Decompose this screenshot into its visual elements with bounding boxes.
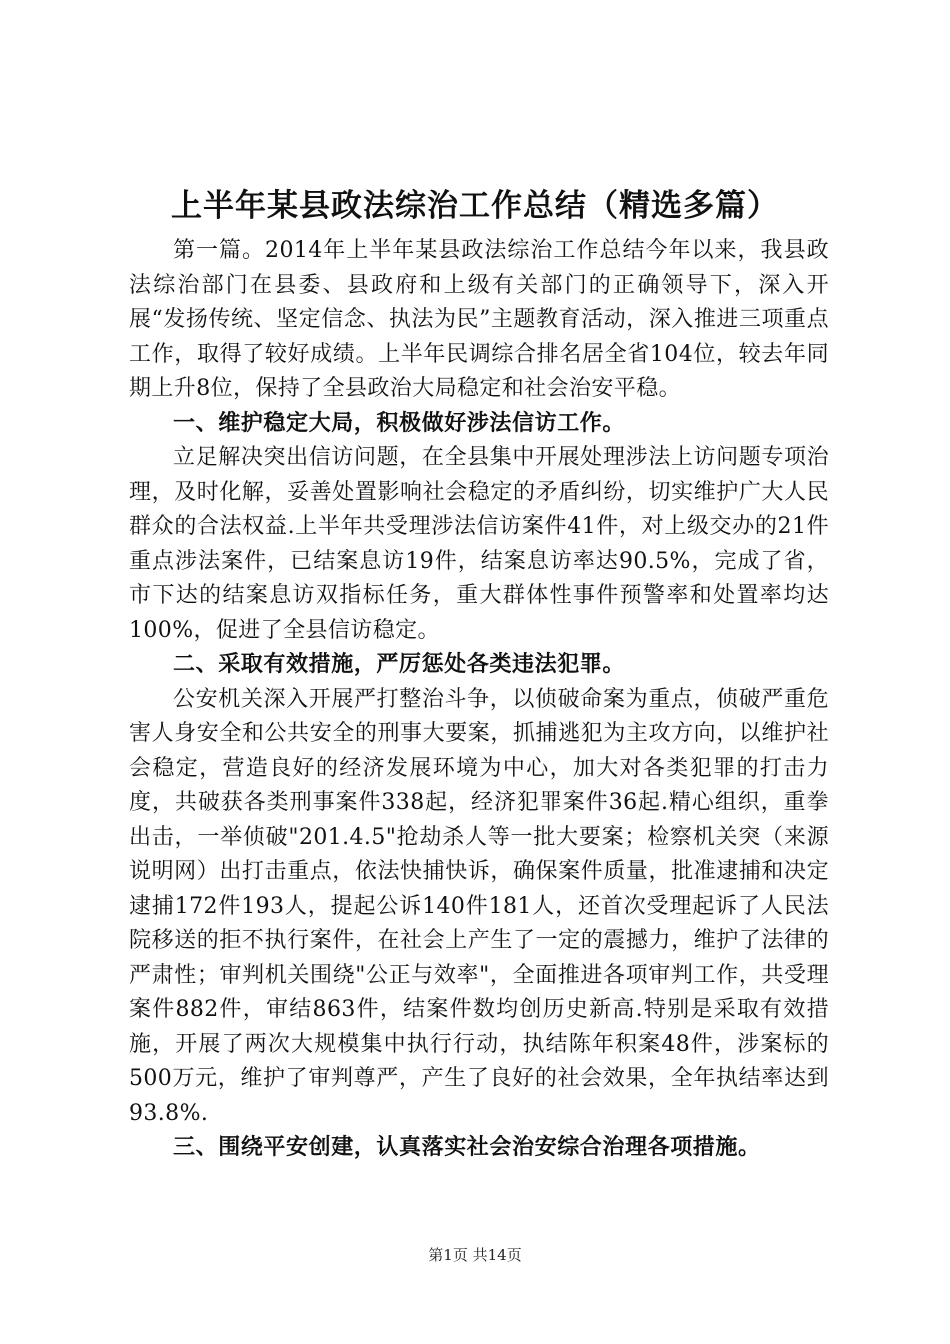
section-heading-2: 二、采取有效措施，严厉惩处各类违法犯罪。: [173, 652, 626, 677]
section-heading-1: 一、维护稳定大局，积极做好涉法信访工作。: [173, 410, 626, 436]
page-number-footer: 第1页 共14页: [428, 1246, 522, 1264]
section-heading-3: 三、围绕平安创建，认真落实社会治安综合治理各项措施。: [173, 1135, 761, 1160]
document-title: 上半年某县政法综治工作总结（精选多篇）: [171, 188, 779, 224]
paragraph-section-2: 公安机关深入开展严打整治斗争，以侦破命案为重点，侦破严重危害人身安全和公共安全的刑事大要案，抓捕逃犯为主攻方向，以维护社会稳定，营造良好的经济发展环境为中心，加大对各类犯罪的打击力度，共破获各类刑事案件338起，经济犯罪案件36起.精心组织，重拳出击，一举侦破"201.4.5"抢劫杀人等一批大要案；检察机关突（来源说明网）出打击重点，依法快捕快诉，确保案件质量，批准逮捕和决定逮捕172件193人，提起公诉140件181人，还首次受理起诉了人民法院移送的拒不执行案件，在社会上产生了一定的震撼力，维护了法律的严肃性；审判机关围绕"公正与效率"，全面推进各项审判工作，共受理案件882件，审结863件，结案件数均创历史新高.特别是采取有效措施，开展了两次大规模集中执行行动，执结陈年积案48件，涉案标的500万元，维护了审判尊严，产生了良好的社会效果，全年执结率达到93.8%.: [129, 686, 829, 1126]
document-body: [129, 234, 829, 1166]
paragraph-intro: 第一篇。2014年上半年某县政法综治工作总结今年以来，我县政法综治部门在县委、县政府和上级有关部门的正确领导下，深入开展“发扬传统、坚定信念、执法为民”主题教育活动，深入推进三项重点工作，取得了较好成绩。上半年民调综合排名居全省104位，较去年同期上升8位，保持了全县政治大局稳定和社会治安平稳。: [129, 238, 829, 401]
paragraph-section-1: 立足解决突出信访问题，在全县集中开展处理涉法上访问题专项治理，及时化解，妥善处置影响社会稳定的矛盾纠纷，切实维护广大人民群众的合法权益.上半年共受理涉法信访案件41件，对上级交办的21件重点涉法案件，已结案息访19件，结案息访率达90.5%，完成了省，市下达的结案息访双指标任务，重大群体性事件预警率和处置率均达100%，促进了全县信访稳定。: [129, 445, 829, 643]
